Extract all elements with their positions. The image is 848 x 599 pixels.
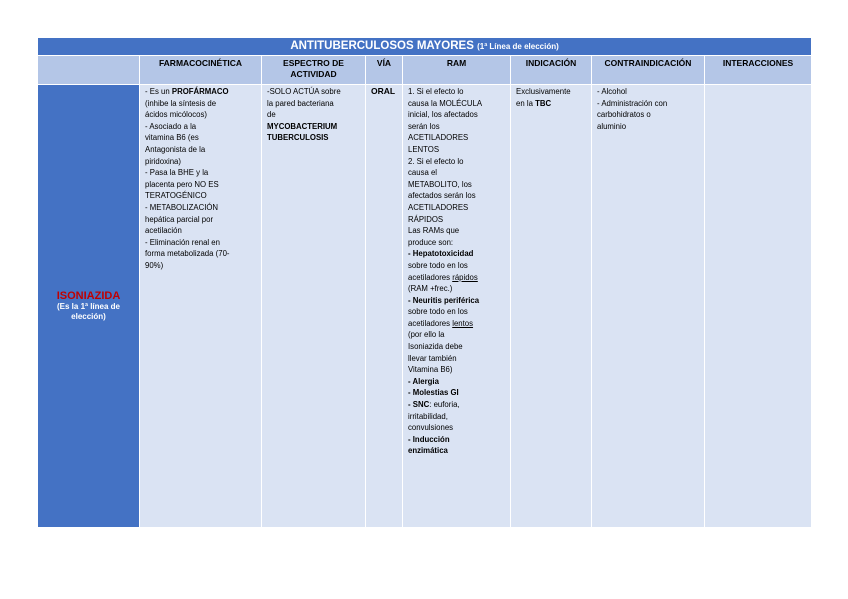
text-line: - Asociado a la [145, 121, 197, 131]
text-line: ácidos micólocos) [145, 110, 207, 120]
text-line: 90%) [145, 260, 164, 270]
via-text: ORAL [371, 86, 396, 96]
drug-note: (Es la 1ª línea de elección) [57, 302, 120, 321]
text-line: RÁPIDOS [408, 214, 444, 224]
text-line: - Molestias GI [408, 388, 459, 398]
text-line: acetiladores rápidos [408, 272, 478, 282]
table-title [38, 38, 812, 56]
text-line: LENTOS [408, 144, 440, 154]
text-line: enzimática [408, 446, 448, 456]
text-line: Antagonista de la [145, 144, 206, 154]
antituberculosos-table [37, 37, 812, 528]
text-line: - Hepatotoxicidad [408, 249, 474, 259]
title-row [38, 38, 812, 56]
text-line: (por ello la [408, 330, 445, 340]
text-line: inicial, los afectados [408, 110, 478, 120]
text-line: placenta pero NO ES [145, 179, 219, 189]
drug-table-sheet [37, 37, 811, 528]
header-farmacocinetica: FARMACOCINÉTICA [140, 56, 262, 85]
text-line: - Neuritis periférica [408, 295, 480, 305]
text-line: Las RAMs que [408, 226, 460, 236]
interacciones-cell [705, 85, 812, 528]
text-line: serán los [408, 121, 440, 131]
header-indicacion: INDICACIÓN [511, 56, 592, 85]
header-contraindicacion: CONTRAINDICACIÓN [592, 56, 705, 85]
table-title-text: ANTITUBERCULOSOS MAYORES [290, 40, 474, 52]
text-line: aluminio [597, 121, 627, 131]
text-line: produce son: [408, 237, 454, 247]
text-line: sobre todo en los [408, 307, 468, 317]
indicacion-cell [511, 85, 592, 528]
text-line: convulsiones [408, 423, 454, 433]
text-line: sobre todo en los [408, 260, 468, 270]
text-line: - Alcohol [597, 87, 627, 96]
drug-name: ISONIAZIDA [56, 290, 121, 302]
text-line: forma metabolizada (70- [145, 249, 230, 259]
farmacocinetica-cell [140, 85, 262, 528]
text-line: METABOLITO, los [408, 179, 472, 189]
text-line: llevar también [408, 353, 457, 363]
text-line: - METABOLIZACIÓN [145, 202, 219, 212]
drug-name-cell [38, 85, 140, 528]
text-line: 2. Si el efecto lo [408, 156, 464, 166]
table-subtitle: (1ª Línea de elección) [477, 42, 559, 51]
text-line: Vitamina B6) [408, 365, 453, 375]
text-line: afectados serán los [408, 191, 476, 201]
header-via: VÍA [366, 56, 403, 85]
text-line: -SOLO ACTÚA sobre [267, 87, 341, 96]
text-line: Isoniazida debe [408, 342, 463, 352]
header-espectro: ESPECTRO DE ACTIVIDAD [262, 56, 366, 85]
text-line: - Alergia [408, 376, 439, 386]
header-interacciones: INTERACCIONES [705, 56, 812, 85]
header-empty [38, 56, 140, 85]
text-line: - SNC: euforia, [408, 400, 460, 410]
text-line: (inhibe la síntesis de [145, 98, 217, 108]
text-line: la pared bacteriana [267, 98, 334, 108]
ram-cell [403, 85, 511, 528]
text-line: ACETILADORES [408, 133, 469, 143]
text-line: - Administración con [597, 98, 668, 108]
espectro-cell [262, 85, 366, 528]
contraindicacion-cell [592, 85, 705, 528]
header-row [38, 56, 812, 85]
header-ram: RAM [403, 56, 511, 85]
text-line: vitamina B6 (es [145, 133, 199, 143]
text-line: piridoxina) [145, 156, 181, 166]
text-line: acetilación [145, 226, 182, 236]
text-line: - Inducción [408, 434, 450, 444]
text-line: en la TBC [516, 98, 552, 108]
text-line: 1. Si el efecto lo [408, 87, 464, 96]
text-line: causa la MOLÉCULA [408, 98, 483, 108]
text-line: - Pasa la BHE y la [145, 168, 209, 178]
text-line: MYCOBACTERIUM [267, 121, 338, 131]
text-line: - Es un PROFÁRMACO [145, 87, 229, 96]
text-line: causa el [408, 168, 438, 178]
text-line: carbohidratos o [597, 110, 651, 120]
text-line: TUBERCULOSIS [267, 133, 329, 143]
drug-row [38, 85, 812, 528]
text-line: (RAM +frec.) [408, 284, 453, 294]
text-line: acetiladores lentos [408, 318, 474, 328]
text-line: Exclusivamente [516, 87, 571, 96]
text-line: TERATOGÉNICO [145, 191, 207, 201]
text-line: irritabilidad, [408, 411, 448, 421]
via-cell [366, 85, 403, 528]
text-line: de [267, 110, 276, 120]
text-line: - Eliminación renal en [145, 237, 220, 247]
text-line: hepática parcial por [145, 214, 214, 224]
text-line: ACETILADORES [408, 202, 469, 212]
